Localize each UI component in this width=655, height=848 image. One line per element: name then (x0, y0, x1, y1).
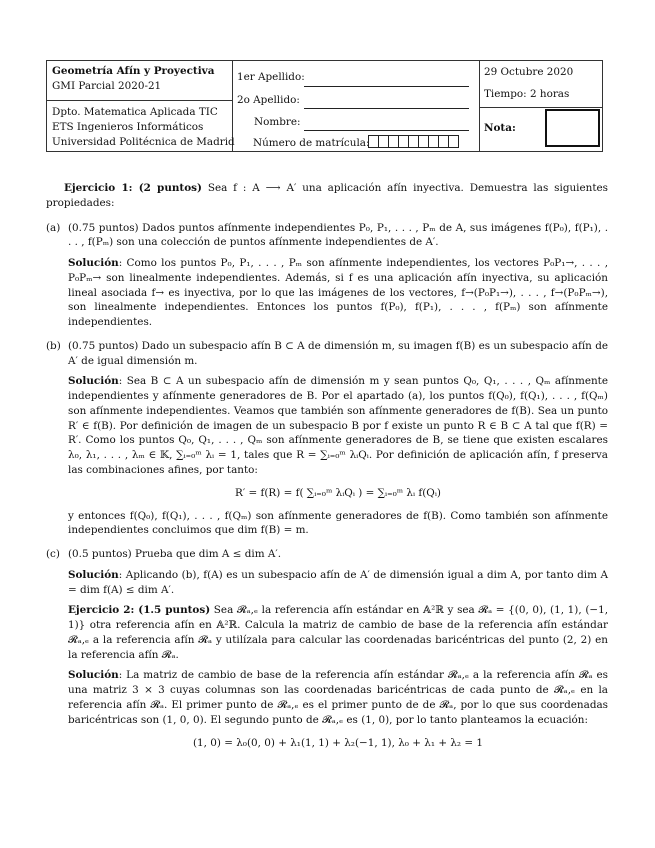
divider (479, 61, 480, 151)
nota-box[interactable] (545, 109, 600, 147)
ex2-statement (68, 603, 608, 662)
part-label: (c) (46, 548, 60, 561)
apellido2-field[interactable] (304, 108, 469, 109)
ex2-statement-text: Sea 𝓡ₐ,ₑ la referencia afín estándar en 𝔸²ℝ y sea 𝓡ₐ = {(0, 0), (1, 1), (−1, 1)} otra referencia afín en 𝔸²ℝ. Calcula la matriz de cambio de base de la referencia afín estándar 𝓡ₐ,ₑ a la referencia afín 𝓡ₐ y utilízala para calcular las coordenadas baricéntricas del punto (2, 2) en la referencia afín 𝓡ₐ. (68, 604, 608, 661)
department: Dpto. Matematica Aplicada TIC (52, 106, 218, 118)
part-label: (b) (46, 339, 61, 352)
ex1-intro (46, 181, 608, 211)
ex1-part-a (46, 221, 608, 251)
ex1-part-b (46, 339, 608, 369)
solution-label: Solución (68, 568, 119, 581)
matricula-label: Número de matrícula: (253, 137, 370, 149)
solution-label: Solución (68, 375, 119, 388)
ex1-intro-text: Sea f : A ⟶ A′ una aplicación afín inyectiva. Demuestra las siguientes propiedades: (46, 182, 608, 209)
part-b-solution (68, 374, 608, 477)
school: ETS Ingenieros Informáticos (52, 121, 204, 133)
part-c-solution-text: : Aplicando (b), f(A) es un subespacio afín de A′ de dimensión igual a dim A, por tanto dim A = dim f(A) ≤ dim A′. (68, 568, 608, 596)
nota-label: Nota: (484, 122, 516, 134)
ex2-solution (68, 668, 608, 727)
exam-date: 29 Octubre 2020 (484, 66, 574, 78)
institution-block (52, 105, 235, 150)
part-b-conclusion: y entonces f(Q₀), f(Q₁), . . . , f(Qₘ) son afínmente generadores de f(B). Como también son afínmente independientes concluimos que dim f(B) = m. (68, 509, 608, 537)
solution-label: Solución (68, 669, 119, 682)
exam-time: Tiempo: 2 horas (484, 88, 570, 100)
part-b-equation: R′ = f(R) = f( ∑ᵢ₌₀ᵐ λᵢQᵢ ) = ∑ᵢ₌₀ᵐ λᵢ f(Qᵢ) (235, 486, 441, 499)
divider (479, 107, 603, 108)
apellido2-label: 2o Apellido: (237, 94, 300, 106)
university: Universidad Politécnica de Madrid (52, 136, 235, 148)
exam-name: GMI Parcial 2020-21 (52, 80, 162, 92)
ex2-solution-text: : La matriz de cambio de base de la referencia afín estándar 𝓡ₐ,ₑ a la referencia afín 𝓡ₐ es una matriz 3 × 3 cuyas columnas son las coordenadas baricéntricas de cada punto de 𝓡ₐ,ₑ en la referencia afín 𝓡ₐ. El primer punto de 𝓡ₐ,ₑ es el primer punto de de 𝓡ₐ, por lo que sus coordenadas baricéntricas son (1, 0, 0). El segundo punto de 𝓡ₐ,ₑ es (1, 0), por lo tanto planteamos la ecuación: (68, 669, 608, 726)
part-label: (a) (46, 221, 61, 234)
exam-body (46, 181, 608, 750)
part-b-solution-text: : Sea B ⊂ A un subespacio afín de dimensión m y sean puntos Q₀, Q₁, . . . , Qₘ afínmente independientes y afínmente generadores de B. Por el apartado (a), los puntos f(Q₀), f(Q₁), . . . , f(Qₘ) son afínmente independientes. Veamos que también son afínmente generadores de f(B). Sea un punto R′ ∈ f(B). Por definición de imagen de un subespacio B por f existe un punto R ∈ B ⊂ A tal que f(R) = R′. Como los puntos Q₀, Q₁, . . . , Qₘ son afínmente generadores de B, se tiene que existen escalares λ₀, λ₁, . . . , λₘ ∈ 𝕂, ∑ᵢ₌₀ᵐ λᵢ = 1, tales que R = ∑ᵢ₌₀ᵐ λᵢQᵢ. Por definición de aplicación afín, f preserva las combinaciones afines, por tanto: (68, 375, 608, 477)
matricula-box[interactable] (448, 135, 459, 148)
solution-label: Solución (68, 257, 119, 270)
apellido1-label: 1er Apellido: (237, 71, 305, 83)
nombre-label: Nombre: (254, 116, 301, 128)
matricula-boxes[interactable] (369, 135, 459, 148)
ex2-title: Ejercicio 2: (1.5 puntos) (68, 604, 211, 617)
part-b-statement: (0.75 puntos) Dado un subespacio afín B ⊂ A de dimensión m, su imagen f(B) es un subespacio afín de A′ de igual dimensión m. (68, 339, 608, 367)
part-c-statement: (0.5 puntos) Prueba que dim A ≤ dim A′. (68, 548, 282, 561)
course-block (52, 64, 214, 94)
part-a-solution (68, 256, 608, 330)
ex1-title: Ejercicio 1: (2 puntos) (64, 182, 202, 194)
divider (47, 100, 232, 101)
nombre-field[interactable] (304, 130, 469, 131)
part-a-statement: (0.75 puntos) Dados puntos afínmente independientes P₀, P₁, . . . , Pₘ de A, sus imágenes f(P₀), f(P₁), . . . , f(Pₘ) son una colección de puntos afínmente independientes de A′. (68, 221, 608, 249)
part-c-solution (68, 568, 608, 598)
course-title: Geometría Afín y Proyectiva (52, 65, 215, 77)
apellido1-field[interactable] (304, 86, 469, 87)
part-a-solution-text: : Como los puntos P₀, P₁, . . . , Pₘ son afínmente independientes, los vectores P₀P₁→, . . . , P₀Pₘ→ son linealmente independientes. Además, si f es una aplicación afín inyectiva, su aplicación lineal asociada f→ es inyectiva, por lo que las imágenes de los vectores, f→(P₀P₁→), . . . , f→(P₀Pₘ→), son linealmente independientes. Entonces los puntos f(P₀), f(P₁), . . . , f(Pₘ) son afínmente independientes. (68, 257, 608, 329)
exam-header (46, 60, 603, 152)
ex1-part-c (46, 547, 608, 562)
ex2-equation: (1, 0) = λ₀(0, 0) + λ₁(1, 1) + λ₂(−1, 1), λ₀ + λ₁ + λ₂ = 1 (192, 736, 484, 749)
